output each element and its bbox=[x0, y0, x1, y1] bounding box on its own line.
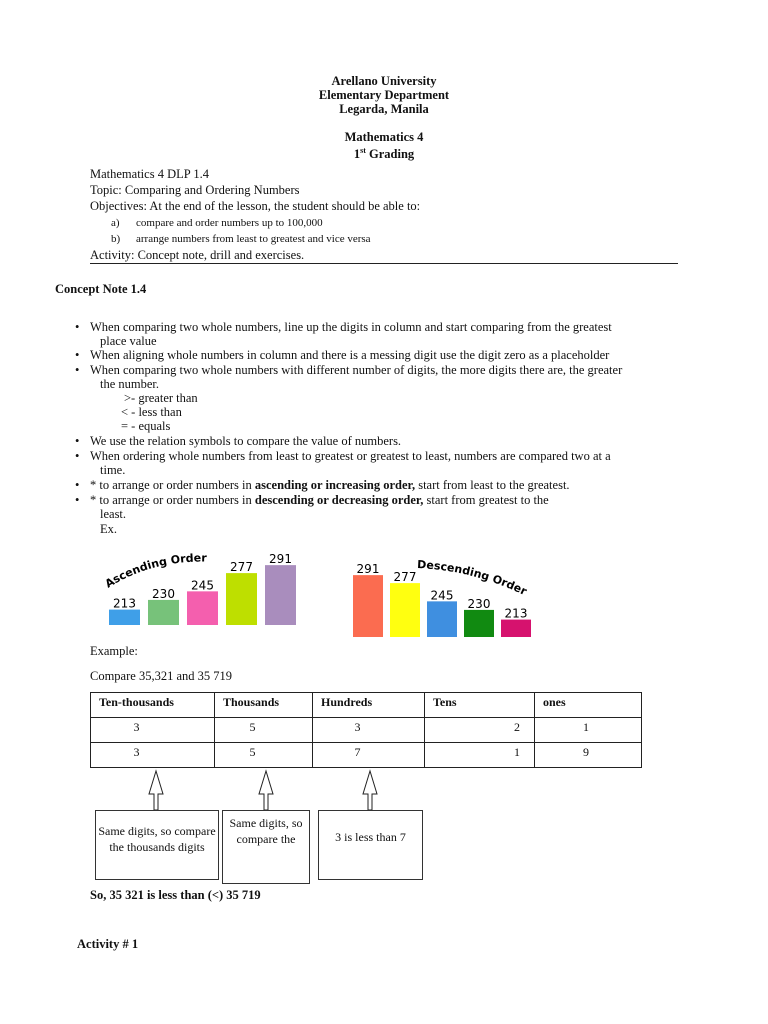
chart-bar bbox=[427, 601, 457, 637]
chart-bar bbox=[464, 610, 494, 637]
table-cell: 2 bbox=[425, 718, 535, 743]
example-label: Example: bbox=[90, 644, 138, 658]
bullet-dot: • bbox=[75, 478, 80, 492]
concept-bullet-2 bbox=[75, 348, 735, 362]
bullet-6-bold: ascending or increasing order, bbox=[254, 478, 416, 492]
bullet-6-post: start from least to the greatest. bbox=[415, 478, 570, 492]
bullet-7-cont: least. bbox=[100, 507, 127, 521]
symbol-equals: = - equals bbox=[121, 419, 171, 433]
conclusion-line: So, 35 321 is less than (<) 35 719 bbox=[90, 888, 261, 902]
bullet-dot: • bbox=[75, 320, 80, 334]
bullet-7-post: start from greatest to the bbox=[423, 493, 549, 507]
concept-bullet-1 bbox=[75, 320, 735, 348]
table-cell: 9 bbox=[535, 743, 642, 768]
bullet-dot: • bbox=[75, 348, 80, 362]
table-cell: 5 bbox=[215, 743, 313, 768]
concept-bullet-3 bbox=[75, 363, 735, 391]
callout-thousands: Same digits, so compare the thousands digits bbox=[95, 810, 219, 880]
bullet-1-cont: place value bbox=[100, 334, 157, 348]
ex-label: Ex. bbox=[100, 522, 118, 536]
objective-a-letter: a) bbox=[111, 217, 120, 229]
school-location: Legarda, Manila bbox=[339, 102, 429, 116]
department-name: Elementary Department bbox=[318, 88, 450, 102]
bullet-7-pre: * to arrange or order numbers in bbox=[90, 493, 255, 507]
table-cell: 3 bbox=[313, 718, 425, 743]
chart-bar-label: 230 bbox=[467, 596, 491, 611]
chart-bar-label: 245 bbox=[191, 578, 214, 593]
objective-b: arrange numbers from least to greatest and vice versa bbox=[136, 233, 371, 245]
header-ones: ones bbox=[535, 693, 642, 718]
chart-bar-label: 277 bbox=[393, 570, 417, 585]
callout-same-digits: Same digits, so compare the bbox=[222, 810, 310, 884]
chart-bar bbox=[501, 620, 531, 637]
chart-bar bbox=[265, 565, 296, 625]
chart-bar bbox=[226, 573, 257, 625]
table-cell: 3 bbox=[91, 718, 215, 743]
chart-bar-label: 213 bbox=[504, 606, 528, 621]
concept-bullet-6 bbox=[75, 478, 735, 492]
dlp-line: Mathematics 4 DLP 1.4 bbox=[90, 167, 209, 181]
table-cell: 7 bbox=[313, 743, 425, 768]
table-header-row bbox=[91, 693, 642, 718]
bullet-5-cont: time. bbox=[100, 463, 126, 477]
chart-bar-label: 291 bbox=[269, 552, 292, 567]
header-rule bbox=[90, 263, 678, 264]
subject-title: Mathematics 4 bbox=[344, 130, 424, 144]
table-cell: 5 bbox=[215, 718, 313, 743]
bullet-dot: • bbox=[75, 449, 80, 463]
callout-less-than: 3 is less than 7 bbox=[318, 810, 423, 880]
activity-line: Activity: Concept note, drill and exercises. bbox=[90, 248, 305, 262]
chart-bar bbox=[390, 583, 420, 637]
objective-a: compare and order numbers up to 100,000 bbox=[136, 217, 323, 229]
chart-bar-label: 277 bbox=[230, 560, 253, 575]
bullet-2-text: When aligning whole numbers in column and there is a messing digit use the digit zero as a placeholder bbox=[90, 348, 610, 362]
concept-note-heading: Concept Note 1.4 bbox=[55, 282, 147, 296]
concept-bullet-7 bbox=[75, 493, 735, 521]
chart-bar-label: 291 bbox=[356, 562, 380, 577]
up-arrow-icon bbox=[363, 771, 377, 810]
school-name: Arellano University bbox=[331, 74, 437, 88]
grading-period bbox=[0, 144, 768, 161]
chart-bar bbox=[353, 575, 383, 637]
header-tens: Tens bbox=[425, 693, 535, 718]
symbol-greater: >- greater than bbox=[124, 391, 198, 405]
bullet-1-text: When comparing two whole numbers, line up the digits in column and start comparing from the greatest bbox=[90, 320, 612, 334]
bullet-6-pre: * to arrange or order numbers in bbox=[90, 478, 255, 492]
chart-bar-label: 245 bbox=[430, 588, 454, 603]
bullet-3-text: When comparing two whole numbers with different number of digits, the more digits there are, the greater bbox=[90, 363, 623, 377]
table-row bbox=[91, 718, 642, 743]
chart-bar bbox=[187, 591, 218, 625]
concept-bullet-4 bbox=[75, 434, 735, 448]
header-hundreds: Hundreds bbox=[313, 693, 425, 718]
bullet-7-bold: descending or decreasing order, bbox=[254, 493, 424, 507]
bullet-dot: • bbox=[75, 363, 80, 377]
table-cell: 3 bbox=[91, 743, 215, 768]
chart-bar-label: 213 bbox=[113, 596, 136, 611]
table-cell: 1 bbox=[535, 718, 642, 743]
bullet-4-text: We use the relation symbols to compare the value of numbers. bbox=[90, 434, 402, 448]
activity-heading: Activity # 1 bbox=[77, 937, 139, 951]
grading-superscript: st bbox=[360, 146, 366, 155]
table-cell: 1 bbox=[425, 743, 535, 768]
bullet-3-cont: the number. bbox=[100, 377, 160, 391]
bullet-dot: • bbox=[75, 434, 80, 448]
grading-number: 1 bbox=[353, 147, 361, 162]
ascending-chart-title: Ascending Order bbox=[102, 551, 207, 591]
objectives-line: Objectives: At the end of the lesson, the student should be able to: bbox=[90, 199, 421, 213]
bullet-5-text: When ordering whole numbers from least to greatest or greatest to least, numbers are compared two at a bbox=[90, 449, 611, 463]
topic-line: Topic: Comparing and Ordering Numbers bbox=[90, 183, 300, 197]
place-value-table bbox=[90, 692, 642, 768]
chart-bar-label: 230 bbox=[152, 586, 175, 601]
up-arrow-icon bbox=[259, 771, 273, 810]
header-thousands: Thousands bbox=[215, 693, 313, 718]
chart-bar bbox=[148, 600, 179, 625]
bullet-dot: • bbox=[75, 493, 80, 507]
header-ten-thousands: Ten-thousands bbox=[91, 693, 215, 718]
concept-bullet-5 bbox=[75, 449, 735, 477]
compare-line: Compare 35,321 and 35 719 bbox=[90, 669, 232, 683]
grading-word: Grading bbox=[365, 147, 415, 162]
up-arrow-icon bbox=[149, 771, 163, 810]
ascending-chart bbox=[100, 550, 300, 630]
descending-chart bbox=[345, 558, 545, 643]
objective-b-letter: b) bbox=[111, 233, 121, 245]
symbol-less: < - less than bbox=[121, 405, 182, 419]
table-row bbox=[91, 743, 642, 768]
descending-chart-title: Descending Order bbox=[416, 558, 529, 598]
chart-bar bbox=[109, 610, 140, 625]
